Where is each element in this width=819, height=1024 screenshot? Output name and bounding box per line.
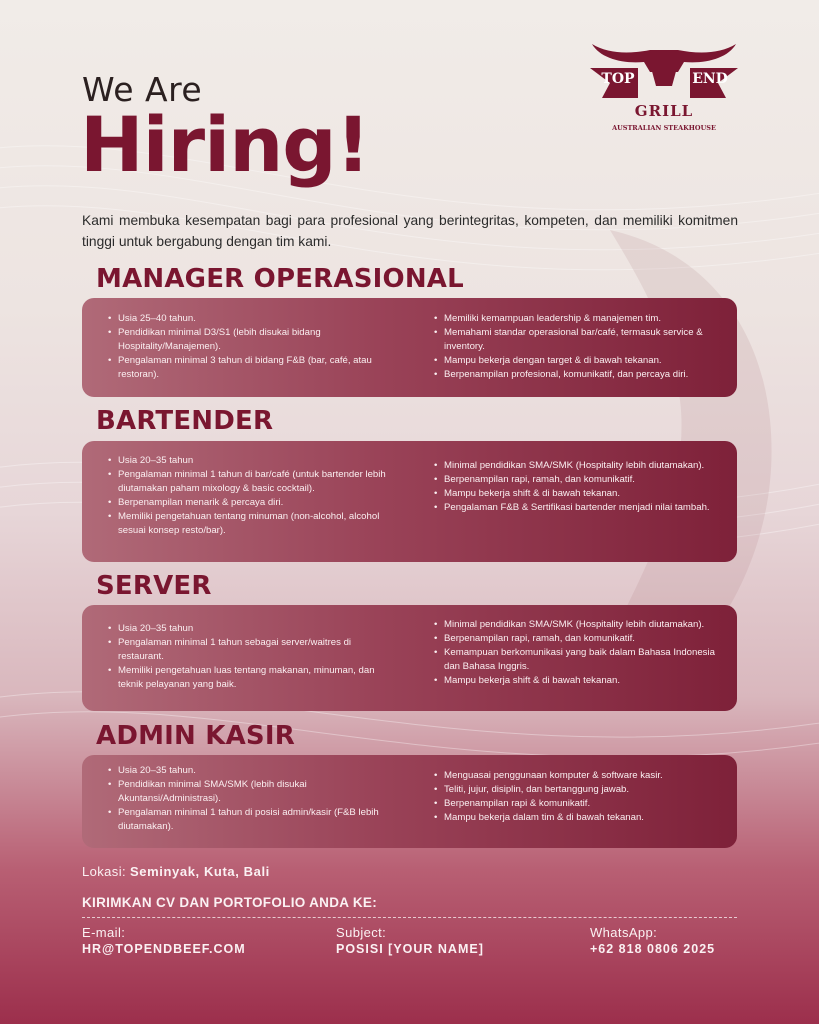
position-title-manager: MANAGER OPERASIONAL: [96, 264, 464, 294]
requirement-item: • Berpenampilan menarik & percaya diri.: [118, 496, 399, 510]
location-label: Lokasi:: [82, 864, 126, 879]
requirement-item: • Usia 25–40 tahun.: [118, 312, 399, 326]
requirement-item: • Berpenampilan profesional, komunikatif, dan percaya diri.: [444, 368, 725, 382]
requirement-item: • Mampu bekerja shift & di bawah tekanan.: [444, 674, 725, 688]
logo-word-end: END: [692, 71, 728, 87]
bull-horns-icon: [588, 38, 740, 138]
position-title-server: SERVER: [96, 571, 212, 601]
requirement-item: • Mampu bekerja dengan target & di bawah tekanan.: [444, 354, 725, 368]
requirement-item: • Usia 20–35 tahun: [118, 622, 399, 636]
headline-hiring: Hiring!: [80, 100, 370, 189]
logo-tagline: AUSTRALIAN STEAKHOUSE: [612, 124, 716, 132]
requirement-item: • Berpenampilan rapi & komunikatif.: [444, 797, 725, 811]
logo-word-top: TOP: [601, 71, 635, 87]
contact-subject: [336, 925, 484, 956]
headline-we-are: We Are: [82, 70, 203, 109]
requirement-item: • Pengalaman minimal 1 tahun sebagai server/waitres di restaurant.: [118, 636, 399, 664]
requirement-item: • Kemampuan berkomunikasi yang baik dalam Bahasa Indonesia dan Bahasa Inggris.: [444, 646, 725, 674]
intro-text: Kami membuka kesempatan bagi para profesional yang berintegritas, kompeten, dan memiliki komitmen tinggi untuk bergabung dengan tim kami.: [82, 213, 738, 249]
cta-heading: KIRIMKAN CV DAN PORTOFOLIO ANDA KE:: [82, 895, 377, 910]
requirement-item: • Pengalaman minimal 1 tahun di posisi admin/kasir (F&B lebih diutamakan).: [118, 806, 399, 834]
brand-logo: [588, 38, 740, 138]
position-card-manager: [82, 298, 737, 397]
position-card-admin-kasir: [82, 755, 737, 848]
location-value: Seminyak, Kuta, Bali: [130, 864, 270, 879]
position-title-admin-kasir: ADMIN KASIR: [96, 721, 295, 751]
position-title-bartender: BARTENDER: [96, 406, 274, 436]
requirement-item: • Memiliki pengetahuan luas tentang makanan, minuman, dan teknik pelayanan yang baik.: [118, 664, 399, 692]
contact-email: [82, 925, 246, 956]
logo-word-grill: GRILL: [634, 102, 694, 120]
requirement-item: • Teliti, jujur, disiplin, dan bertanggung jawab.: [444, 783, 725, 797]
requirement-item: • Usia 20–35 tahun.: [118, 764, 399, 778]
requirement-item: • Memiliki kemampuan leadership & manajemen tim.: [444, 312, 725, 326]
contact-label: WhatsApp:: [590, 925, 658, 940]
contact-label: Subject:: [336, 925, 387, 940]
requirement-item: • Berpenampilan rapi, ramah, dan komunikatif.: [444, 632, 725, 646]
divider: [82, 917, 737, 918]
email-link[interactable]: HR@TOPENDBEEF.COM: [82, 942, 246, 956]
requirement-item: • Memiliki pengetahuan tentang minuman (non-alcohol, alcohol sesuai konsep resto/bar).: [118, 510, 399, 538]
contact-label: E-mail:: [82, 925, 126, 940]
location-line: [82, 864, 270, 879]
requirement-item: • Usia 20–35 tahun: [118, 454, 399, 468]
whatsapp-link[interactable]: +62 818 0806 2025: [590, 942, 716, 956]
requirement-item: • Mampu bekerja dalam tim & di bawah tekanan.: [444, 811, 725, 825]
subject-value: POSISI [YOUR NAME]: [336, 942, 484, 956]
position-card-server: [82, 605, 737, 711]
requirement-item: • Mampu bekerja shift & di bawah tekanan.: [444, 487, 725, 501]
requirement-item: • Pengalaman F&B & Sertifikasi bartender menjadi nilai tambah.: [444, 501, 725, 515]
requirement-item: • Minimal pendidikan SMA/SMK (Hospitality lebih diutamakan).: [444, 459, 725, 473]
requirement-item: • Berpenampilan rapi, ramah, dan komunikatif.: [444, 473, 725, 487]
requirement-item: • Minimal pendidikan SMA/SMK (Hospitality lebih diutamakan).: [444, 618, 725, 632]
requirement-item: • Pengalaman minimal 3 tahun di bidang F&B (bar, café, atau restoran).: [118, 354, 399, 382]
requirement-item: • Pendidikan minimal D3/S1 (lebih disukai bidang Hospitality/Manajemen).: [118, 326, 399, 354]
requirement-item: • Pendidikan minimal SMA/SMK (lebih disukai Akuntansi/Administrasi).: [118, 778, 399, 806]
requirement-item: • Memahami standar operasional bar/café, termasuk service & inventory.: [444, 326, 725, 354]
requirement-item: • Pengalaman minimal 1 tahun di bar/café (untuk bartender lebih diutamakan paham mixology & basic cocktail).: [118, 468, 399, 496]
contact-whatsapp: [590, 925, 715, 956]
requirement-item: • Menguasai penggunaan komputer & software kasir.: [444, 769, 725, 783]
position-card-bartender: [82, 441, 737, 562]
